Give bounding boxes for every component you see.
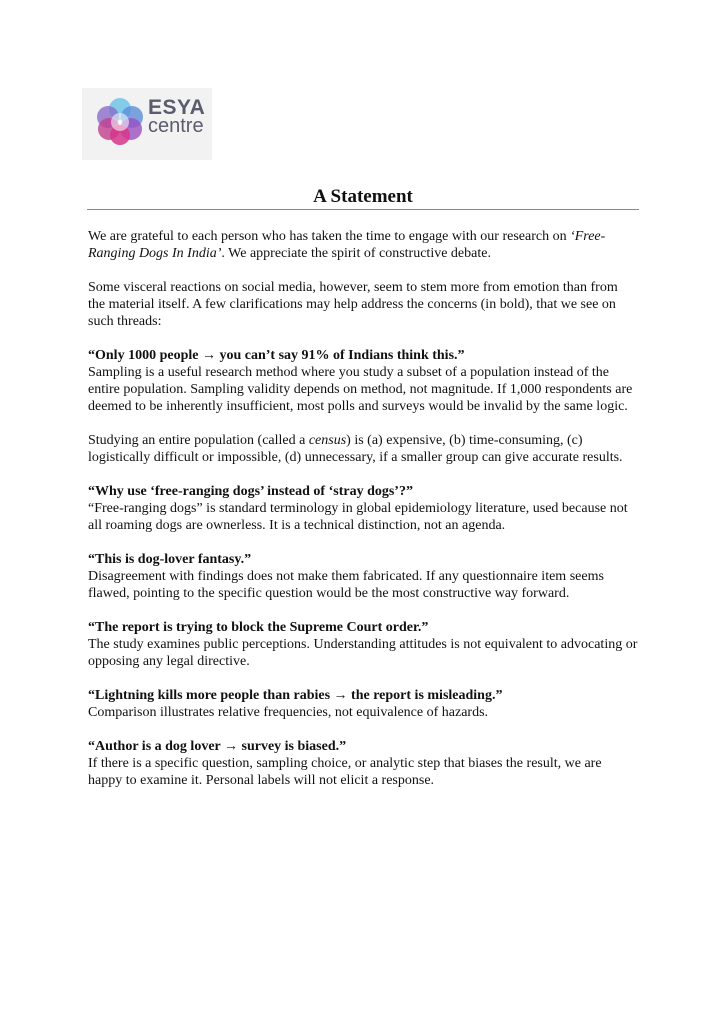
- faq-item: [88, 347, 638, 415]
- statement-body: [88, 228, 638, 806]
- census-text-end: ) is (a) expensive, (b) time-consuming, (c) logistically difficult or impossible, (d) unnecessary, if a smaller group can give accurate results.: [88, 433, 623, 465]
- intro-text: We are grateful to each person who has taken the time to engage with our research on: [88, 229, 571, 244]
- faq-question: “This is dog-lover fantasy.”: [88, 552, 252, 567]
- esya-centre-logo: [82, 88, 212, 160]
- census-text: Studying an entire population (called a: [88, 433, 309, 448]
- census-term: census: [308, 433, 347, 448]
- faq-question: “Only 1000 people → you can’t say 91% of Indians think this.”: [88, 348, 465, 363]
- faq-item: [88, 551, 638, 602]
- logo-line-2: centre: [148, 115, 204, 137]
- logo-wordmark: [148, 98, 205, 136]
- faq-question: “The report is trying to block the Supreme Court order.”: [88, 620, 429, 635]
- faq-answer: Comparison illustrates relative frequencies, not equivalence of hazards.: [88, 705, 489, 720]
- faq-answer: Sampling is a useful research method where you study a subset of a population instead of the entire population. Sampling validity depends on method, not magnitude. If 1,000 respondents are deemed to be inherently insufficient, most polls and surveys would be invalid by the same logic.: [88, 365, 633, 414]
- title-divider: [87, 209, 639, 210]
- faq-answer: If there is a specific question, sampling choice, or analytic step that biases the result, we are happy to examine it. Personal labels will not elicit a response.: [88, 756, 602, 788]
- faq-question: “Author is a dog lover → survey is biased.”: [88, 739, 347, 754]
- faq-answer-continued: [88, 432, 638, 466]
- logo-line-1: ESYA: [148, 96, 206, 119]
- faq-question: “Lightning kills more people than rabies → the report is misleading.”: [88, 688, 503, 703]
- faq-answer: The study examines public perceptions. Understanding attitudes is not equivalent to advocating or opposing any legal directive.: [88, 637, 638, 669]
- faq-question: “Why use ‘free-ranging dogs’ instead of ‘stray dogs’?”: [88, 484, 413, 499]
- intro-paragraph-2: Some visceral reactions on social media, however, seem to stem more from emotion than from the material itself. A few clarifications may help address the concerns (in bold), that we see on such threads:: [88, 280, 618, 329]
- faq-item: [88, 483, 638, 534]
- faq-answer: Disagreement with findings does not make them fabricated. If any questionnaire item seems flawed, pointing to the specific question would be the most constructive way forward.: [88, 569, 604, 601]
- faq-item: [88, 619, 638, 670]
- page-title: A Statement: [313, 186, 413, 207]
- intro-paragraph-1: [88, 228, 638, 262]
- faq-answer: “Free-ranging dogs” is standard terminology in global epidemiology literature, used because not all roaming dogs are ownerless. It is a technical distinction, not an agenda.: [88, 501, 628, 533]
- faq-item: [88, 687, 638, 721]
- intro-text-end: . We appreciate the spirit of constructive debate.: [221, 246, 491, 261]
- faq-item: [88, 738, 638, 789]
- report-title: ‘Free-Ranging Dogs In India’: [88, 229, 606, 261]
- esya-logo-mark-icon: [96, 97, 144, 145]
